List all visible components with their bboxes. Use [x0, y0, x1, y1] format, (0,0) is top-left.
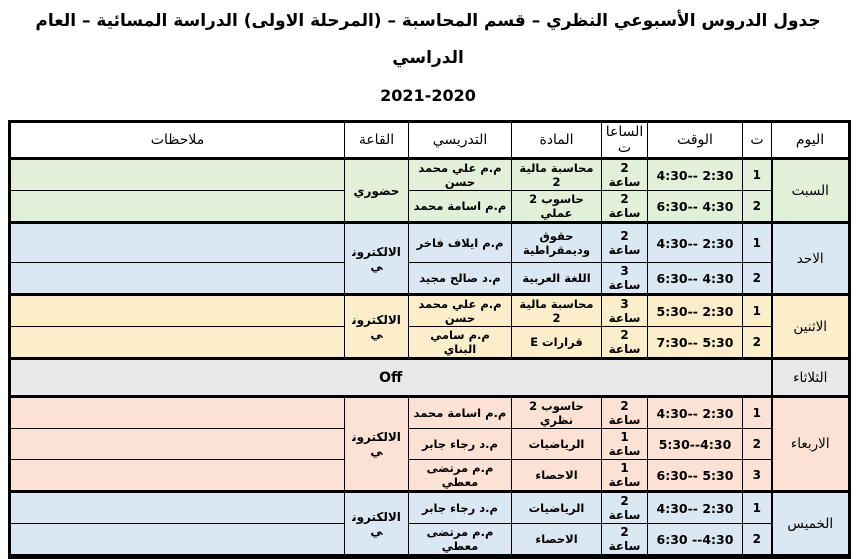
cell-teacher: م.د رجاء جابر: [409, 429, 512, 460]
cell-teacher: م.م ايلاف فاخر: [409, 223, 512, 263]
cell-teacher: م.م اسامة محمد: [409, 397, 512, 429]
cell-subject: حاسوب 2 عملي: [512, 191, 602, 223]
cell-time: [648, 524, 743, 557]
cell-hours: 2 ساعة: [602, 524, 648, 557]
header-subject: المادة: [512, 122, 602, 159]
cell-subject: الاحصاء: [512, 460, 602, 492]
page-title: [0, 0, 856, 115]
cell-subject: محاسبة مالية 2: [512, 295, 602, 327]
cell-day: الاثنين: [772, 295, 850, 359]
cell-subject: حاسوب 2 نظري: [512, 397, 602, 429]
cell-hall: الالكتروني: [345, 397, 409, 492]
cell-time: [648, 492, 743, 524]
time-range: 6:30-- 4:30: [656, 198, 734, 214]
cell-teacher: م.د صالح مجيد: [409, 263, 512, 295]
cell-notes: [10, 492, 345, 524]
table-row: [10, 223, 850, 263]
cell-hours: 2 ساعة: [602, 327, 648, 359]
cell-subject: قرارات E: [512, 327, 602, 359]
cell-teacher: م.م علي محمد حسن: [409, 295, 512, 327]
cell-hours: 2 ساعة: [602, 492, 648, 524]
header-teacher: التدريسي: [409, 122, 512, 159]
header-hall: القاعة: [345, 122, 409, 159]
time-range: 6:30-- 5:30: [656, 467, 734, 483]
cell-serial: 1: [743, 159, 772, 191]
cell-serial: 1: [743, 397, 772, 429]
time-range: 4:30-- 2:30: [656, 167, 734, 183]
cell-notes: [10, 159, 345, 191]
cell-subject: الاحصاء: [512, 524, 602, 557]
cell-time: [648, 460, 743, 492]
cell-notes: [10, 429, 345, 460]
cell-off: Off: [10, 359, 772, 397]
table-row: [10, 295, 850, 327]
cell-time: [648, 159, 743, 191]
cell-subject: اللغة العربية: [512, 263, 602, 295]
cell-notes: [10, 191, 345, 223]
cell-teacher: م.م سامي البناي: [409, 327, 512, 359]
table-row: [10, 359, 850, 397]
cell-notes: [10, 460, 345, 492]
cell-hours: 3 ساعة: [602, 263, 648, 295]
time-range: 4:30-- 2:30: [656, 235, 734, 251]
cell-hours: 1 ساعة: [602, 460, 648, 492]
cell-hall: الالكتروني: [345, 492, 409, 557]
header-serial: ت: [743, 122, 772, 159]
cell-day: الاحد: [772, 223, 850, 295]
table-row: [10, 397, 850, 429]
cell-hours: 2 ساعة: [602, 191, 648, 223]
cell-subject: الرياضيات: [512, 492, 602, 524]
cell-time: [648, 327, 743, 359]
schedule-table: [8, 120, 851, 559]
header-time: الوقت: [648, 122, 743, 159]
cell-time: [648, 191, 743, 223]
table-row: [10, 492, 850, 524]
academic-year: 2021-2020: [380, 86, 476, 105]
cell-subject: محاسبة مالية 2: [512, 159, 602, 191]
cell-teacher: م.م اسامة محمد: [409, 191, 512, 223]
page-title-text: جدول الدروس الأسبوعي النظري – قسم المحاسبة – (المرحلة الاولى) الدراسة المسائية – العام الدراسي: [35, 11, 821, 68]
cell-serial: 1: [743, 492, 772, 524]
cell-notes: [10, 295, 345, 327]
cell-time: [648, 263, 743, 295]
cell-notes: [10, 524, 345, 557]
table-row: [10, 460, 850, 492]
cell-hours: 3 ساعة: [602, 295, 648, 327]
cell-time: [648, 397, 743, 429]
table-row: [10, 429, 850, 460]
table-row: [10, 159, 850, 191]
time-range: 7:30-- 5:30: [656, 334, 734, 350]
time-range: 6:30 --4:30: [656, 531, 734, 547]
header-row: [10, 122, 850, 159]
time-range: 5:30--4:30: [658, 436, 732, 452]
table-row: [10, 191, 850, 223]
cell-serial: 2: [743, 327, 772, 359]
cell-serial: 1: [743, 223, 772, 263]
cell-day: السبت: [772, 159, 850, 223]
cell-teacher: م.د رجاء جابر: [409, 492, 512, 524]
cell-subject: الرياضيات: [512, 429, 602, 460]
cell-serial: 1: [743, 295, 772, 327]
cell-notes: [10, 327, 345, 359]
cell-hours: 2 ساعة: [602, 223, 648, 263]
cell-notes: [10, 223, 345, 263]
table-row: [10, 263, 850, 295]
time-range: 4:30-- 2:30: [656, 500, 734, 516]
cell-hours: 1 ساعة: [602, 429, 648, 460]
time-range: 6:30-- 4:30: [656, 270, 734, 286]
cell-time: [648, 223, 743, 263]
cell-serial: 2: [743, 263, 772, 295]
cell-teacher: م.م مرتضى معطي: [409, 524, 512, 557]
header-hours: الساعات: [602, 122, 648, 159]
table-row: [10, 524, 850, 557]
cell-subject: حقوق وديمقراطية: [512, 223, 602, 263]
cell-hall: الالكتروني: [345, 295, 409, 359]
cell-serial: 2: [743, 524, 772, 557]
cell-time: [648, 429, 743, 460]
cell-day: الخميس: [772, 492, 850, 557]
cell-serial: 2: [743, 191, 772, 223]
cell-teacher: م.م علي محمد حسن: [409, 159, 512, 191]
cell-day: الاربعاء: [772, 397, 850, 492]
header-notes: ملاحظات: [10, 122, 345, 159]
cell-hours: 2 ساعة: [602, 159, 648, 191]
cell-hours: 2 ساعة: [602, 397, 648, 429]
cell-time: [648, 295, 743, 327]
table-row: [10, 327, 850, 359]
header-day: اليوم: [772, 122, 850, 159]
cell-notes: [10, 397, 345, 429]
cell-serial: 3: [743, 460, 772, 492]
time-range: 5:30-- 2:30: [656, 303, 734, 319]
time-range: 4:30-- 2:30: [656, 405, 734, 421]
cell-notes: [10, 263, 345, 295]
cell-hall: حضوري: [345, 159, 409, 223]
cell-serial: 2: [743, 429, 772, 460]
cell-teacher: م.م مرتضى معطي: [409, 460, 512, 492]
cell-day: الثلاثاء: [772, 359, 850, 397]
cell-hall: الالكتروني: [345, 223, 409, 295]
